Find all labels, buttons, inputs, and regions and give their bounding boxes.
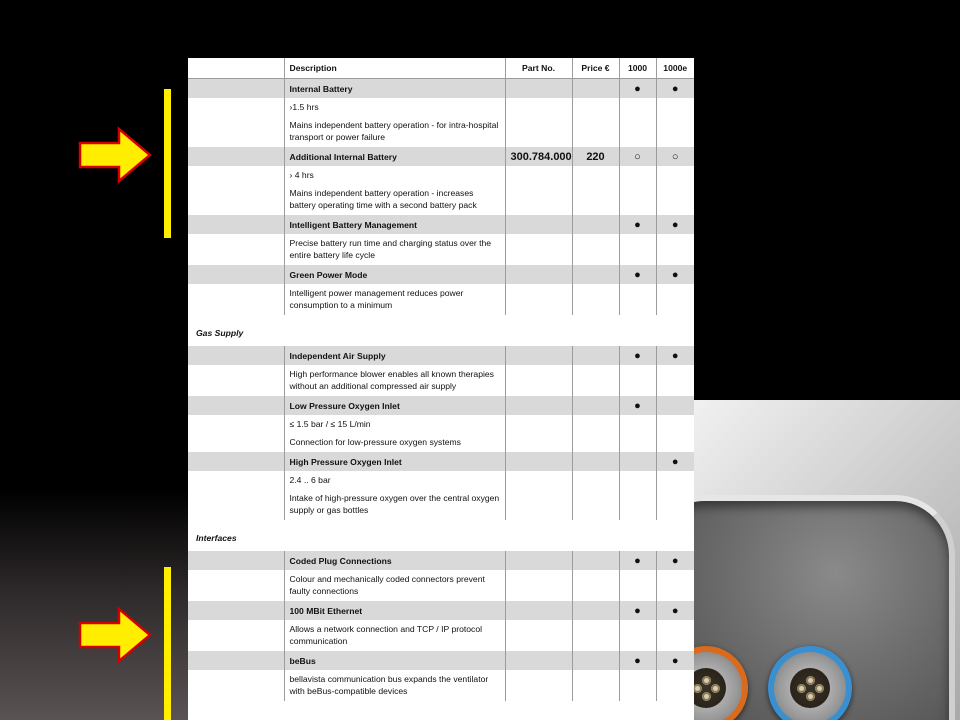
table-header-row [188, 58, 694, 79]
feature-row [188, 452, 694, 471]
feature-detail-row [188, 415, 694, 452]
detail-empty-cell [505, 365, 572, 396]
detail-empty-cell [619, 98, 656, 147]
availability-1000: ● [619, 265, 656, 284]
detail-empty-cell [619, 471, 656, 520]
detail-empty-cell [572, 670, 619, 701]
feature-detail [284, 98, 505, 147]
feature-name: Low Pressure Oxygen Inlet [284, 396, 505, 415]
detail-line: › 4 hrs [289, 170, 314, 180]
detail-blank [188, 365, 284, 396]
feature-detail-row [188, 365, 694, 396]
detail-empty-cell [619, 166, 656, 215]
row-blank [188, 265, 284, 284]
detail-blank [188, 570, 284, 601]
feature-detail [284, 166, 505, 215]
detail-blank [188, 166, 284, 215]
detail-empty-cell [619, 284, 656, 315]
availability-1000: ● [619, 551, 656, 570]
detail-line: Mains independent battery operation - increases battery operating time with a second battery pack [289, 188, 477, 210]
detail-line: Precise battery run time and charging status over the entire battery life cycle [289, 238, 492, 260]
detail-empty-cell [505, 670, 572, 701]
row-blank [188, 551, 284, 570]
feature-row [188, 601, 694, 620]
detail-line: High performance blower enables all known therapies without an additional compressed air supply [289, 369, 494, 391]
part-number [505, 551, 572, 570]
feature-row [188, 79, 694, 99]
detail-empty-cell [619, 570, 656, 601]
price [572, 452, 619, 471]
detail-empty-cell [656, 620, 694, 651]
row-blank [188, 346, 284, 365]
detail-line: Intelligent power management reduces power consumption to a minimum [289, 288, 464, 310]
header-part-no: Part No. [505, 58, 572, 79]
availability-1000e: ● [656, 651, 694, 670]
feature-name: Intelligent Battery Management [284, 215, 505, 234]
feature-row [188, 265, 694, 284]
detail-line: Allows a network connection and TCP / IP protocol communication [289, 624, 483, 646]
availability-1000e: ● [656, 346, 694, 365]
device-connector-photo [694, 400, 960, 720]
feature-name: Green Power Mode [284, 265, 505, 284]
header-1000: 1000 [619, 58, 656, 79]
availability-1000e: ● [656, 601, 694, 620]
detail-empty-cell [572, 234, 619, 265]
price [572, 601, 619, 620]
feature-row [188, 651, 694, 670]
table-body [188, 79, 694, 702]
price [572, 346, 619, 365]
section-title: Gas Supply [196, 327, 244, 338]
feature-row [188, 346, 694, 365]
feature-row [188, 396, 694, 415]
part-number [505, 79, 572, 99]
detail-empty-cell [656, 471, 694, 520]
detail-empty-cell [572, 166, 619, 215]
detail-empty-cell [505, 415, 572, 452]
right-arrow-icon [77, 606, 153, 664]
detail-blank [188, 670, 284, 701]
detail-empty-cell [505, 471, 572, 520]
detail-blank [188, 471, 284, 520]
feature-name: beBus [284, 651, 505, 670]
availability-1000: ● [619, 215, 656, 234]
availability-1000: ● [619, 346, 656, 365]
detail-empty-cell [656, 365, 694, 396]
detail-blank [188, 98, 284, 147]
detail-empty-cell [656, 415, 694, 452]
detail-empty-cell [619, 365, 656, 396]
feature-detail [284, 570, 505, 601]
availability-1000 [619, 452, 656, 471]
part-number [505, 265, 572, 284]
feature-detail [284, 670, 505, 701]
row-blank [188, 601, 284, 620]
detail-line: ≤ 1.5 bar / ≤ 15 L/min [289, 419, 371, 429]
right-arrow-icon [77, 126, 153, 184]
feature-detail [284, 234, 505, 265]
header-description: Description [284, 58, 505, 79]
feature-row [188, 551, 694, 570]
detail-empty-cell [572, 620, 619, 651]
device-panel [694, 495, 955, 720]
price [572, 396, 619, 415]
feature-name: 100 MBit Ethernet [284, 601, 505, 620]
feature-detail-row [188, 670, 694, 701]
detail-line: Intake of high-pressure oxygen over the central oxygen supply or gas bottles [289, 493, 500, 515]
feature-detail-row [188, 570, 694, 601]
row-blank [188, 651, 284, 670]
price [572, 79, 619, 99]
part-number: 300.784.000 [505, 147, 572, 166]
detail-empty-cell [656, 166, 694, 215]
detail-blank [188, 620, 284, 651]
detail-line: Connection for low-pressure oxygen systems [289, 437, 461, 447]
part-number [505, 601, 572, 620]
feature-name: Internal Battery [284, 79, 505, 99]
availability-1000e: ○ [656, 147, 694, 166]
detail-blank [188, 234, 284, 265]
feature-detail [284, 620, 505, 651]
orange-connector-port [694, 646, 748, 720]
detail-empty-cell [619, 234, 656, 265]
feature-name: Additional Internal Battery [284, 147, 505, 166]
availability-1000e [656, 396, 694, 415]
availability-1000e: ● [656, 265, 694, 284]
part-number [505, 346, 572, 365]
detail-empty-cell [656, 570, 694, 601]
detail-empty-cell [572, 471, 619, 520]
feature-row [188, 147, 694, 166]
price [572, 651, 619, 670]
feature-detail [284, 415, 505, 452]
availability-1000: ● [619, 601, 656, 620]
detail-empty-cell [656, 98, 694, 147]
price [572, 551, 619, 570]
part-number [505, 396, 572, 415]
row-blank [188, 396, 284, 415]
detail-empty-cell [656, 234, 694, 265]
detail-empty-cell [505, 620, 572, 651]
price [572, 215, 619, 234]
section-header-row [188, 319, 694, 346]
detail-empty-cell [572, 365, 619, 396]
feature-detail [284, 471, 505, 520]
feature-detail-row [188, 98, 694, 147]
detail-line: ›1.5 hrs [289, 102, 319, 112]
detail-line: 2.4 .. 6 bar [289, 475, 331, 485]
availability-1000: ● [619, 396, 656, 415]
section-header-row [188, 524, 694, 551]
feature-detail-row [188, 166, 694, 215]
detail-empty-cell [572, 415, 619, 452]
availability-1000: ○ [619, 147, 656, 166]
availability-1000e: ● [656, 452, 694, 471]
row-blank [188, 147, 284, 166]
feature-detail-row [188, 471, 694, 520]
detail-empty-cell [572, 284, 619, 315]
header-blank [188, 58, 284, 79]
row-blank [188, 79, 284, 99]
detail-blank [188, 284, 284, 315]
detail-blank [188, 415, 284, 452]
highlight-bar-interfaces [164, 567, 171, 720]
detail-empty-cell [656, 670, 694, 701]
header-1000e: 1000e [656, 58, 694, 79]
part-number [505, 452, 572, 471]
section-title: Interfaces [196, 532, 237, 543]
detail-empty-cell [619, 670, 656, 701]
detail-empty-cell [572, 570, 619, 601]
availability-1000: ● [619, 651, 656, 670]
availability-1000e: ● [656, 79, 694, 99]
detail-empty-cell [505, 166, 572, 215]
availability-1000: ● [619, 79, 656, 99]
price: 220 [572, 147, 619, 166]
detail-empty-cell [505, 570, 572, 601]
feature-table-document [188, 58, 694, 720]
feature-row [188, 215, 694, 234]
feature-detail-row [188, 620, 694, 651]
row-blank [188, 452, 284, 471]
detail-empty-cell [505, 284, 572, 315]
feature-detail-row [188, 234, 694, 265]
row-blank [188, 215, 284, 234]
detail-empty-cell [619, 415, 656, 452]
feature-detail [284, 284, 505, 315]
header-price: Price € [572, 58, 619, 79]
detail-empty-cell [656, 284, 694, 315]
feature-name: Independent Air Supply [284, 346, 505, 365]
detail-empty-cell [619, 620, 656, 651]
detail-empty-cell [505, 234, 572, 265]
part-number [505, 215, 572, 234]
feature-table [188, 58, 694, 701]
part-number [505, 651, 572, 670]
blue-connector-port [768, 646, 852, 720]
feature-name: High Pressure Oxygen Inlet [284, 452, 505, 471]
feature-detail-row [188, 284, 694, 315]
price [572, 265, 619, 284]
feature-detail [284, 365, 505, 396]
availability-1000e: ● [656, 551, 694, 570]
detail-line: Mains independent battery operation - for intra-hospital transport or power failure [289, 120, 499, 142]
availability-1000e: ● [656, 215, 694, 234]
detail-line: Colour and mechanically coded connectors prevent faulty connections [289, 574, 485, 596]
detail-line: bellavista communication bus expands the ventilator with beBus-compatible devices [289, 674, 489, 696]
feature-name: Coded Plug Connections [284, 551, 505, 570]
highlight-bar-battery [164, 89, 171, 238]
detail-empty-cell [505, 98, 572, 147]
detail-empty-cell [572, 98, 619, 147]
